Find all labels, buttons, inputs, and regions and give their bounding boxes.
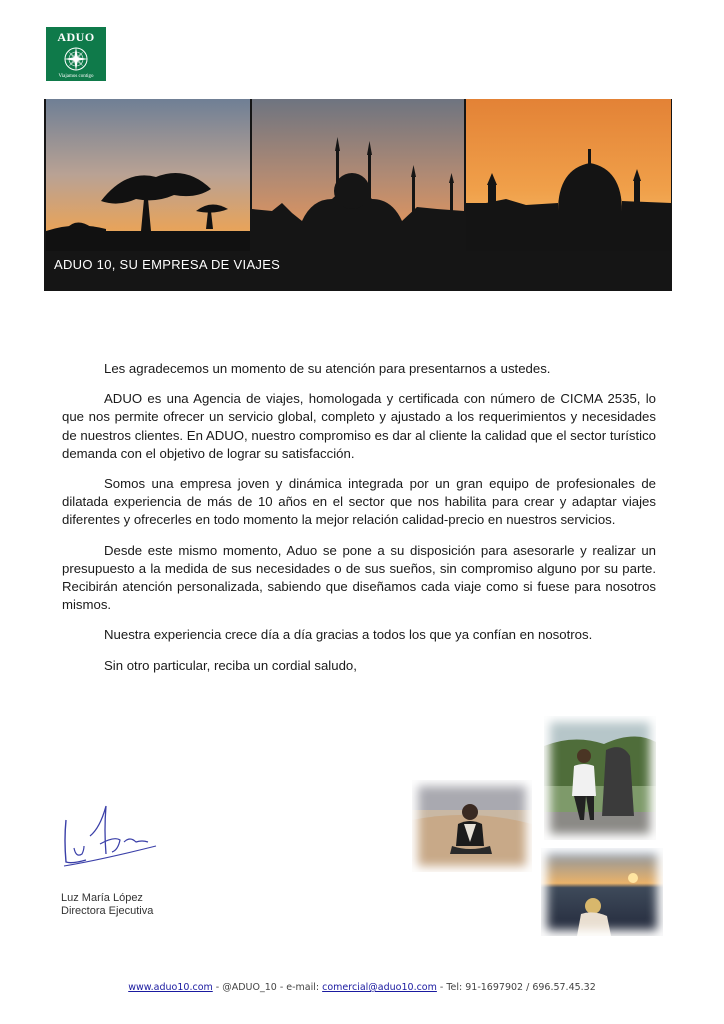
page-footer: [0, 982, 724, 993]
desert-portrait-photo: [412, 780, 532, 872]
signer-role: Directora Ejecutiva: [61, 905, 154, 917]
letter-paragraph: ADUO es una Agencia de viajes, homologada y certificada con número de CICMA 2535, lo que nos permite ofrecer un servicio global, completo y ajustado a los requerimientos y necesidades de nuestros clientes. En ADUO, nuestro compromiso es dar al cliente la calidad que el sector turístico demanda con el objetivo de lograr su satisfacción.: [62, 391, 656, 461]
signer-block: [61, 892, 153, 918]
handwritten-signature: [60, 800, 160, 879]
logo-brand: ADUO: [57, 30, 95, 44]
logo-tagline: Viajamos contigo: [58, 74, 94, 79]
letter-body: [62, 360, 656, 687]
email-link[interactable]: comercial@aduo10.com: [322, 982, 437, 993]
statue-portrait-photo: [544, 716, 656, 840]
signer-name: Luz María López: [61, 892, 143, 904]
letter-paragraph: Nuestra experiencia crece día a día gracias a todos los que ya confían en nosotros.: [104, 627, 593, 643]
website-link[interactable]: www.aduo10.com: [128, 982, 213, 993]
banner-title: ADUO 10, SU EMPRESA DE VIAJES: [54, 257, 281, 272]
savanna-sunset-photo: [46, 99, 250, 251]
letter-closing: Sin otro particular, reciba un cordial saludo,: [104, 657, 357, 673]
dome-silhouette-photo: [466, 99, 671, 251]
letter-paragraph: Somos una empresa joven y dinámica integrada por un gran equipo de profesionales de dilatada experiencia de más de 10 años en el sector que nos habilita para crear y adaptar viajes diferentes y ofrecerles en todo momento la mejor relación calidad-precio en nuestros servicios.: [62, 476, 656, 528]
letter-paragraph: Les agradecemos un momento de su atención para presentarnos a ustedes.: [104, 361, 551, 376]
footer-phones: - Tel: 91-1697902 / 696.57.45.32: [436, 982, 596, 993]
compass-rose-icon: [63, 46, 89, 72]
header-banner: [44, 99, 672, 291]
letter-paragraph: Desde este mismo momento, Aduo se pone a su disposición para asesorarle y realizar un presupuesto a la medida de sus necesidades o de sus sueños, sin compromiso alguno por su parte. Recibirán atención personalizada, sabiendo que diseñamos cada viaje como si fuese para nosotros mismos.: [62, 542, 656, 613]
mosque-silhouette-photo: [252, 99, 464, 251]
lake-sunset-portrait-photo: [541, 848, 663, 936]
company-logo: [46, 27, 106, 81]
footer-social: - @ADUO_10 - e-mail:: [212, 982, 323, 993]
